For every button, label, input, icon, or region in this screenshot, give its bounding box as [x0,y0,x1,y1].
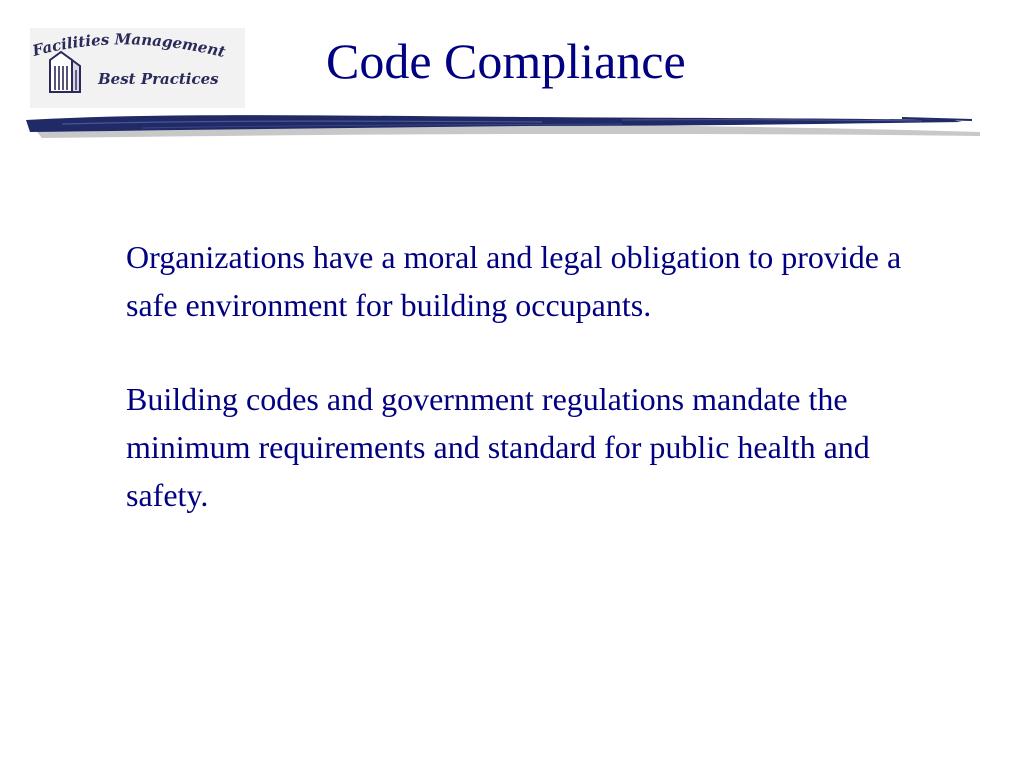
brush-rule-divider [22,104,982,154]
logo-graphic [30,28,245,108]
facilities-logo [30,28,245,108]
building-icon [50,52,80,92]
body-paragraph-2: Building codes and government regulations mandate the minimum requirements and standard for public health and safety. [126,381,870,513]
slide-title: Code Compliance [326,33,686,89]
logo-line1: Facilities Management [30,30,228,62]
logo-line2: Best Practices [98,70,219,88]
slide-body [126,233,956,565]
body-paragraph-1: Organizations have a moral and legal obligation to provide a safe environment for building occupants. [126,239,902,323]
